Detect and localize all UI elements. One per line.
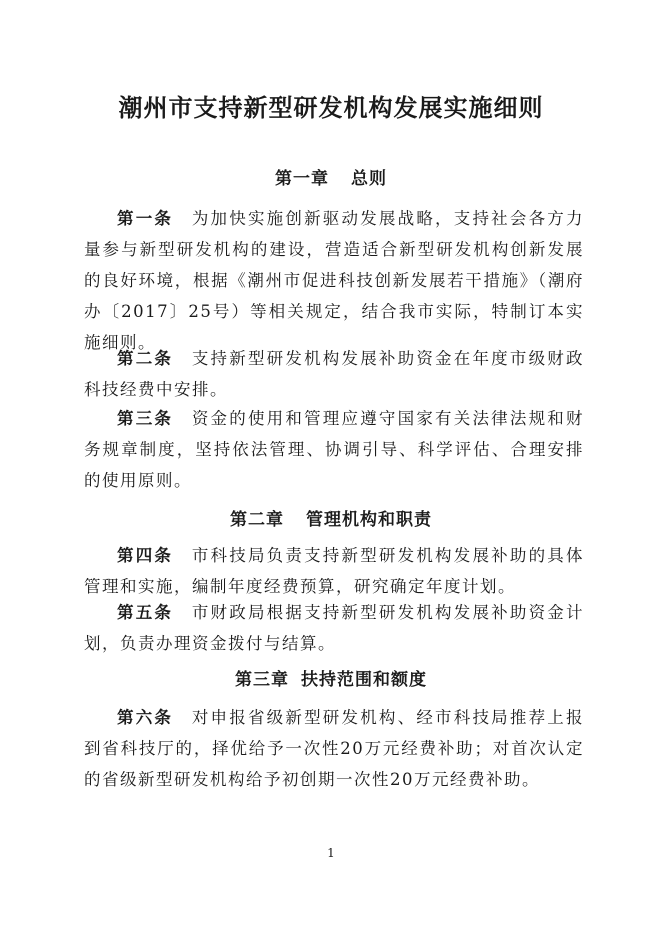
article-label: 第六条	[117, 708, 174, 727]
page-number: 1	[327, 846, 335, 860]
article-label: 第五条	[117, 603, 174, 622]
chapter-heading-1	[0, 164, 662, 189]
chapter-number: 第一章	[275, 169, 329, 189]
article-paragraph-1	[84, 203, 584, 358]
article-text: 对申报省级新型研发机构、经市科技局推荐上报到省科技厅的，择优给予一次性20万元经费补助；对首次认定的省级新型研发机构给予初创期一次性20万元经费补助。	[84, 708, 584, 789]
document-title: 潮州市支持新型研发机构发展实施细则	[118, 93, 544, 122]
chapter-name: 总则	[351, 169, 387, 189]
chapter-number: 第二章	[230, 510, 284, 530]
article-text: 资金的使用和管理应遵守国家有关法律法规和财务规章制度，坚持依法管理、协调引导、科学评估、合理安排的使用原则。	[84, 409, 584, 490]
article-text: 市财政局根据支持新型研发机构发展补助资金计划，负责办理资金拨付与结算。	[84, 603, 584, 653]
article-label: 第二条	[117, 349, 174, 368]
chapter-name: 管理机构和职责	[306, 510, 432, 530]
article-text: 市科技局负责支持新型研发机构发展补助的具体管理和实施，编制年度经费预算，研究确定年度计划。	[84, 546, 584, 596]
article-paragraph-6	[84, 702, 584, 795]
article-label: 第一条	[117, 209, 174, 228]
article-label: 第四条	[117, 546, 174, 565]
chapter-heading-2	[0, 505, 662, 530]
chapter-heading-3	[0, 665, 662, 690]
article-paragraph-3	[84, 403, 584, 496]
article-paragraph-4	[84, 540, 584, 602]
article-text: 支持新型研发机构发展补助资金在年度市级财政科技经费中安排。	[84, 349, 584, 399]
chapter-number: 第三章	[235, 670, 289, 690]
chapter-name: 扶持范围和额度	[301, 670, 427, 690]
article-paragraph-2	[84, 343, 584, 405]
article-label: 第三条	[117, 409, 174, 428]
article-paragraph-5	[84, 597, 584, 659]
article-text: 为加快实施创新驱动发展战略，支持社会各方力量参与新型研发机构的建设，营造适合新型研发机构创新发展的良好环境，根据《潮州市促进科技创新发展若干措施》（潮府办〔2017〕25号）等相关规定，结合我市实际，特制订本实施细则。	[84, 209, 584, 352]
